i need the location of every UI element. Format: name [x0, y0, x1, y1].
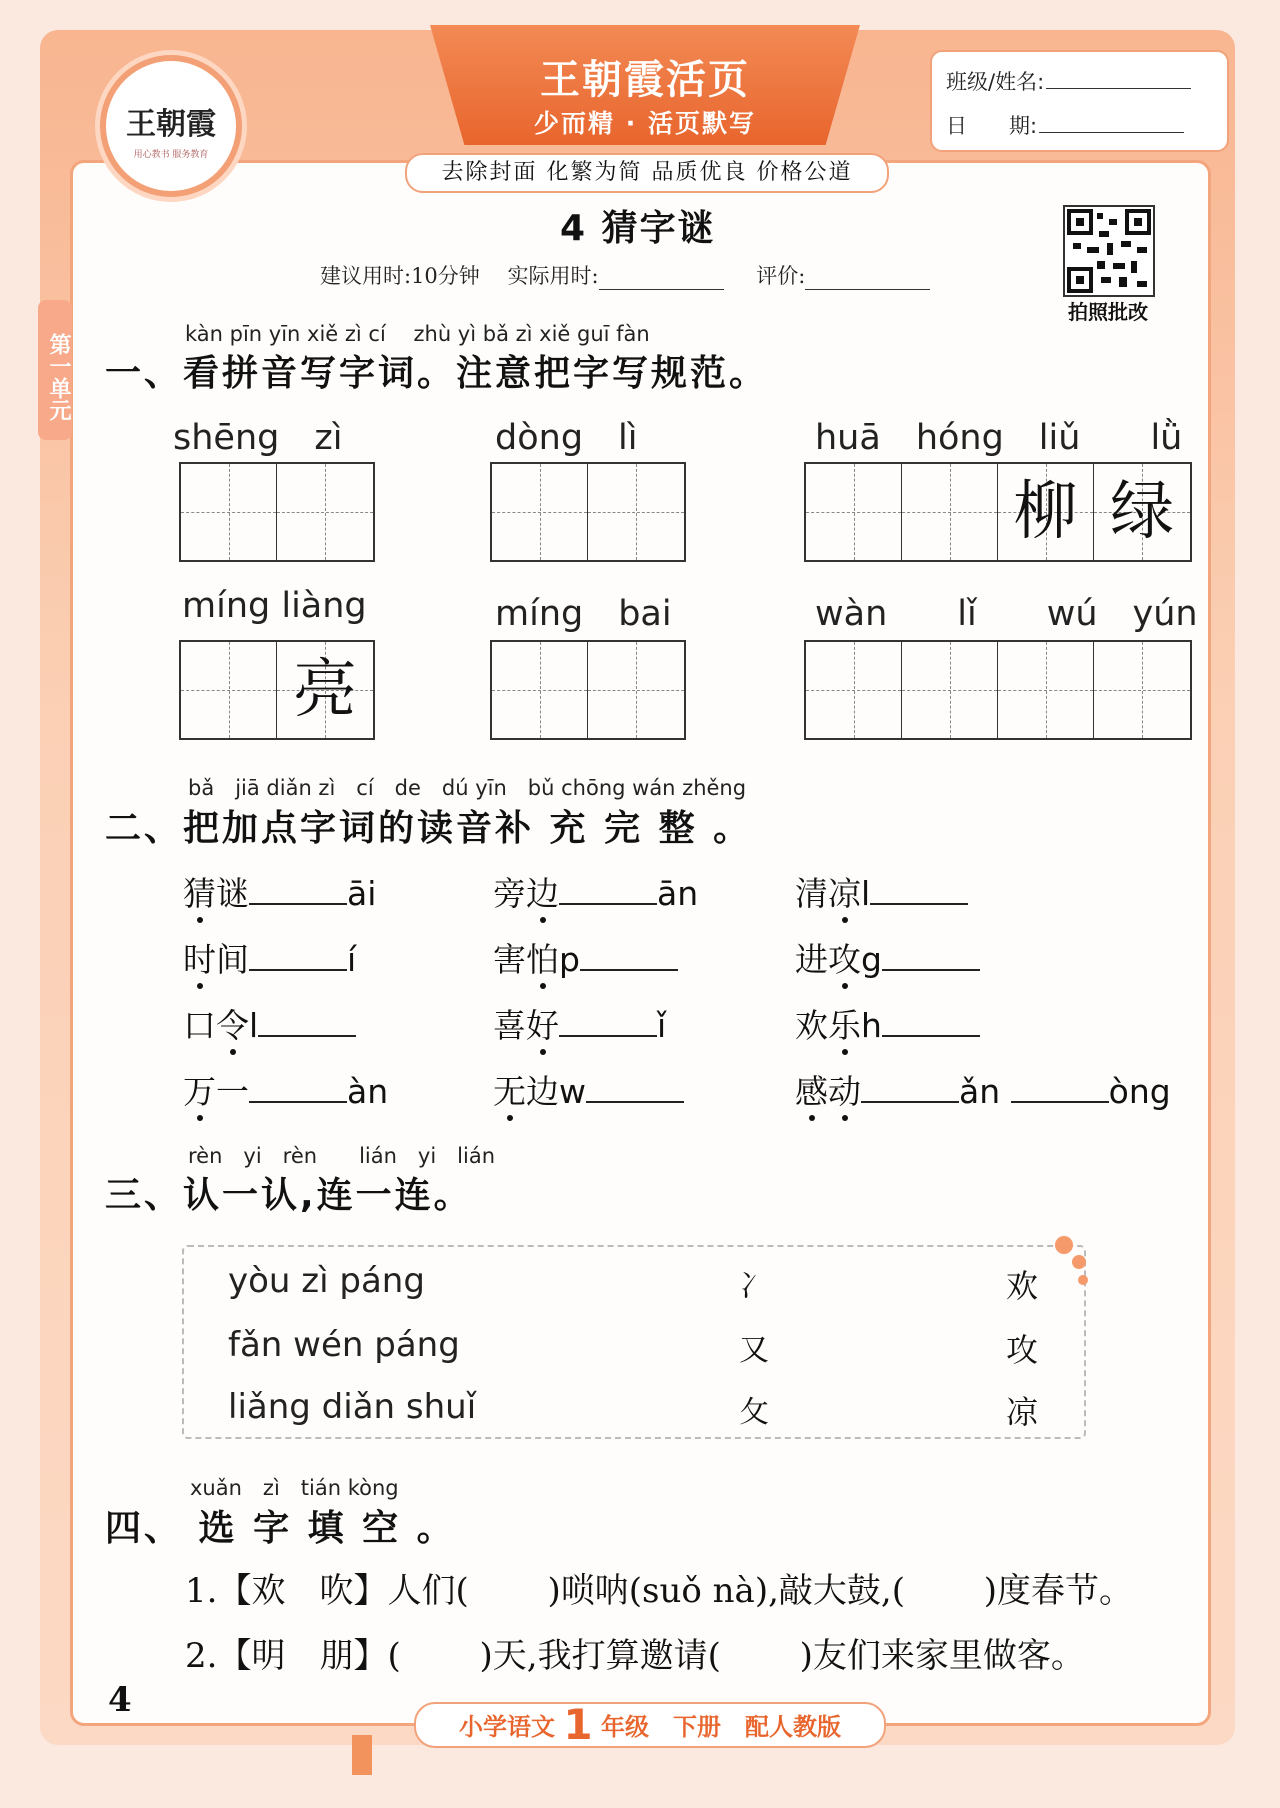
class-name-label: 班级/姓名:: [946, 70, 1045, 94]
word-pinyin: huā hóng liǔ lǜ: [815, 418, 1183, 458]
radical-name: yòu zì páng: [228, 1261, 425, 1301]
radical-option[interactable]: 攵: [739, 1395, 769, 1430]
section4-title: 四、 选 字 填 空 。: [105, 1508, 456, 1549]
radical-name: fǎn wén páng: [228, 1325, 460, 1365]
writing-cell[interactable]: [1094, 642, 1190, 738]
fill-sentence[interactable]: 2.【明 朋】( )天,我打算邀请( )友们来家里做客。: [185, 1636, 1085, 1676]
logo-subtext: 用心教书 服务教育: [133, 150, 209, 160]
pinyin-fill-item: 喜好 ǐ: [493, 1000, 666, 1047]
pinyin-fill-item: 欢乐h: [795, 1000, 980, 1047]
writing-box[interactable]: [804, 640, 1192, 740]
brand-logo: [100, 55, 242, 197]
pinyin-fill-item: 害怕p: [493, 934, 678, 981]
actual-time-label: 实际用时:: [507, 264, 599, 288]
section3-title: 三、认一认,连一连。: [105, 1175, 473, 1216]
pinyin-fill-item: 无边w: [493, 1066, 684, 1113]
section1-pinyin: kàn pīn yīn xiě zì cí zhù yì bǎ zì xiě guī fàn: [185, 322, 650, 346]
actual-time-field[interactable]: [599, 271, 724, 290]
pinyin-fill-item: 感动 ǎn òng: [795, 1066, 1171, 1113]
answer-blank[interactable]: [249, 1071, 347, 1103]
lesson-title: 4 猜字谜: [560, 208, 716, 249]
answer-blank[interactable]: [249, 873, 347, 905]
flower-icon: [1055, 1236, 1073, 1254]
writing-cell[interactable]: [277, 464, 373, 560]
answer-blank[interactable]: [559, 873, 657, 905]
writing-box[interactable]: [490, 640, 686, 740]
pinyin-fill-item: 时间 í: [183, 934, 356, 981]
radical-option[interactable]: 又: [739, 1333, 769, 1368]
word-pinyin: dòng lì: [495, 418, 638, 458]
writing-cell[interactable]: 绿: [1094, 464, 1190, 560]
writing-cell[interactable]: [492, 642, 588, 738]
date-label: 日 期:: [946, 114, 1038, 138]
writing-box[interactable]: [179, 640, 375, 740]
footer-badge: [414, 1702, 886, 1748]
radical-name: liǎng diǎn shuǐ: [228, 1387, 477, 1427]
word-pinyin: wàn lǐ wú yún: [815, 594, 1198, 634]
matching-box: [182, 1245, 1086, 1439]
pinyin-fill-item: 清凉l: [795, 868, 968, 915]
answer-blank[interactable]: [586, 1071, 684, 1103]
radical-option[interactable]: 冫: [739, 1269, 769, 1304]
student-info-box: [930, 50, 1229, 152]
page-number: 4: [108, 1680, 132, 1720]
footer-grade-number: 1: [563, 1700, 593, 1749]
rating-label: 评价:: [756, 264, 806, 288]
answer-blank[interactable]: [882, 1005, 980, 1037]
character-option[interactable]: 凉: [1006, 1393, 1039, 1431]
writing-cell[interactable]: 亮: [277, 642, 373, 738]
class-name-row: [946, 66, 1191, 96]
writing-box[interactable]: [804, 462, 1192, 562]
word-pinyin: míng bai: [495, 594, 672, 634]
writing-box[interactable]: [179, 462, 375, 562]
writing-cell[interactable]: [902, 642, 998, 738]
qr-label: 拍照批改: [1068, 300, 1148, 324]
pinyin-fill-item: 进攻g: [795, 934, 980, 981]
answer-blank[interactable]: [861, 1071, 959, 1103]
slogan: 去除封面 化繁为简 品质优良 价格公道: [405, 153, 889, 193]
unit-tab: 第一单元: [38, 300, 72, 440]
date-field[interactable]: [1039, 114, 1184, 133]
rating-field[interactable]: [805, 271, 930, 290]
writing-cell[interactable]: [588, 464, 684, 560]
word-pinyin: míng liàng: [182, 586, 367, 626]
section1-title: 一、看拼音写字词。注意把字写规范。: [105, 353, 769, 394]
character-option[interactable]: 欢: [1006, 1267, 1039, 1305]
pinyin-fill-item: 口令l: [183, 1000, 356, 1047]
answer-blank[interactable]: [882, 939, 980, 971]
time-bar: [320, 260, 956, 290]
word-pinyin: shēng zì: [173, 418, 343, 458]
answer-blank[interactable]: [559, 1005, 657, 1037]
writing-box[interactable]: [490, 462, 686, 562]
answer-blank[interactable]: [870, 873, 968, 905]
banner-subtitle: 少而精 · 活页默写: [534, 109, 756, 138]
section2-title: 二、把加点字词的读音补 充 完 整 。: [105, 808, 753, 849]
writing-cell[interactable]: [492, 464, 588, 560]
character-option[interactable]: 攻: [1006, 1331, 1039, 1369]
flower-icon: [1078, 1275, 1088, 1285]
date-row: [946, 110, 1184, 140]
answer-blank[interactable]: [580, 939, 678, 971]
binding-tab: [352, 1735, 372, 1775]
fill-sentence[interactable]: 1.【欢 吹】人们( )唢呐(suǒ nà),敲大鼓,( )度春节。: [185, 1571, 1134, 1611]
suggested-time: 建议用时:10分钟: [320, 264, 480, 288]
writing-cell[interactable]: [181, 642, 277, 738]
pinyin-fill-item: 万一 àn: [183, 1066, 388, 1113]
section2-pinyin: bǎ jiā diǎn zì cí de dú yīn bǔ chōng wán zhěng: [188, 776, 747, 800]
class-name-field[interactable]: [1046, 70, 1191, 89]
section4-pinyin: xuǎn zì tián kòng: [190, 1476, 399, 1500]
pinyin-fill-item: 旁边 ān: [493, 868, 698, 915]
banner-title: 王朝霞活页: [540, 56, 750, 103]
section3-pinyin: rèn yi rèn lián yi lián: [188, 1144, 496, 1168]
flower-icon: [1072, 1255, 1086, 1269]
answer-blank[interactable]: [258, 1005, 356, 1037]
footer-subject: 小学语文: [459, 1713, 556, 1741]
pinyin-fill-item: 猜谜 āi: [183, 868, 376, 915]
writing-cell[interactable]: [902, 464, 998, 560]
writing-cell[interactable]: [181, 464, 277, 560]
writing-cell[interactable]: [588, 642, 684, 738]
logo-text: 王朝霞: [126, 107, 216, 142]
writing-cell[interactable]: 柳: [998, 464, 1094, 560]
footer-grade-text: 年级 下册 配人教版: [600, 1713, 841, 1741]
answer-blank[interactable]: [249, 939, 347, 971]
writing-cell[interactable]: [806, 464, 902, 560]
qr-code-icon[interactable]: [1063, 205, 1155, 297]
writing-cell[interactable]: [806, 642, 902, 738]
writing-cell[interactable]: [998, 642, 1094, 738]
answer-blank[interactable]: [1011, 1071, 1109, 1103]
